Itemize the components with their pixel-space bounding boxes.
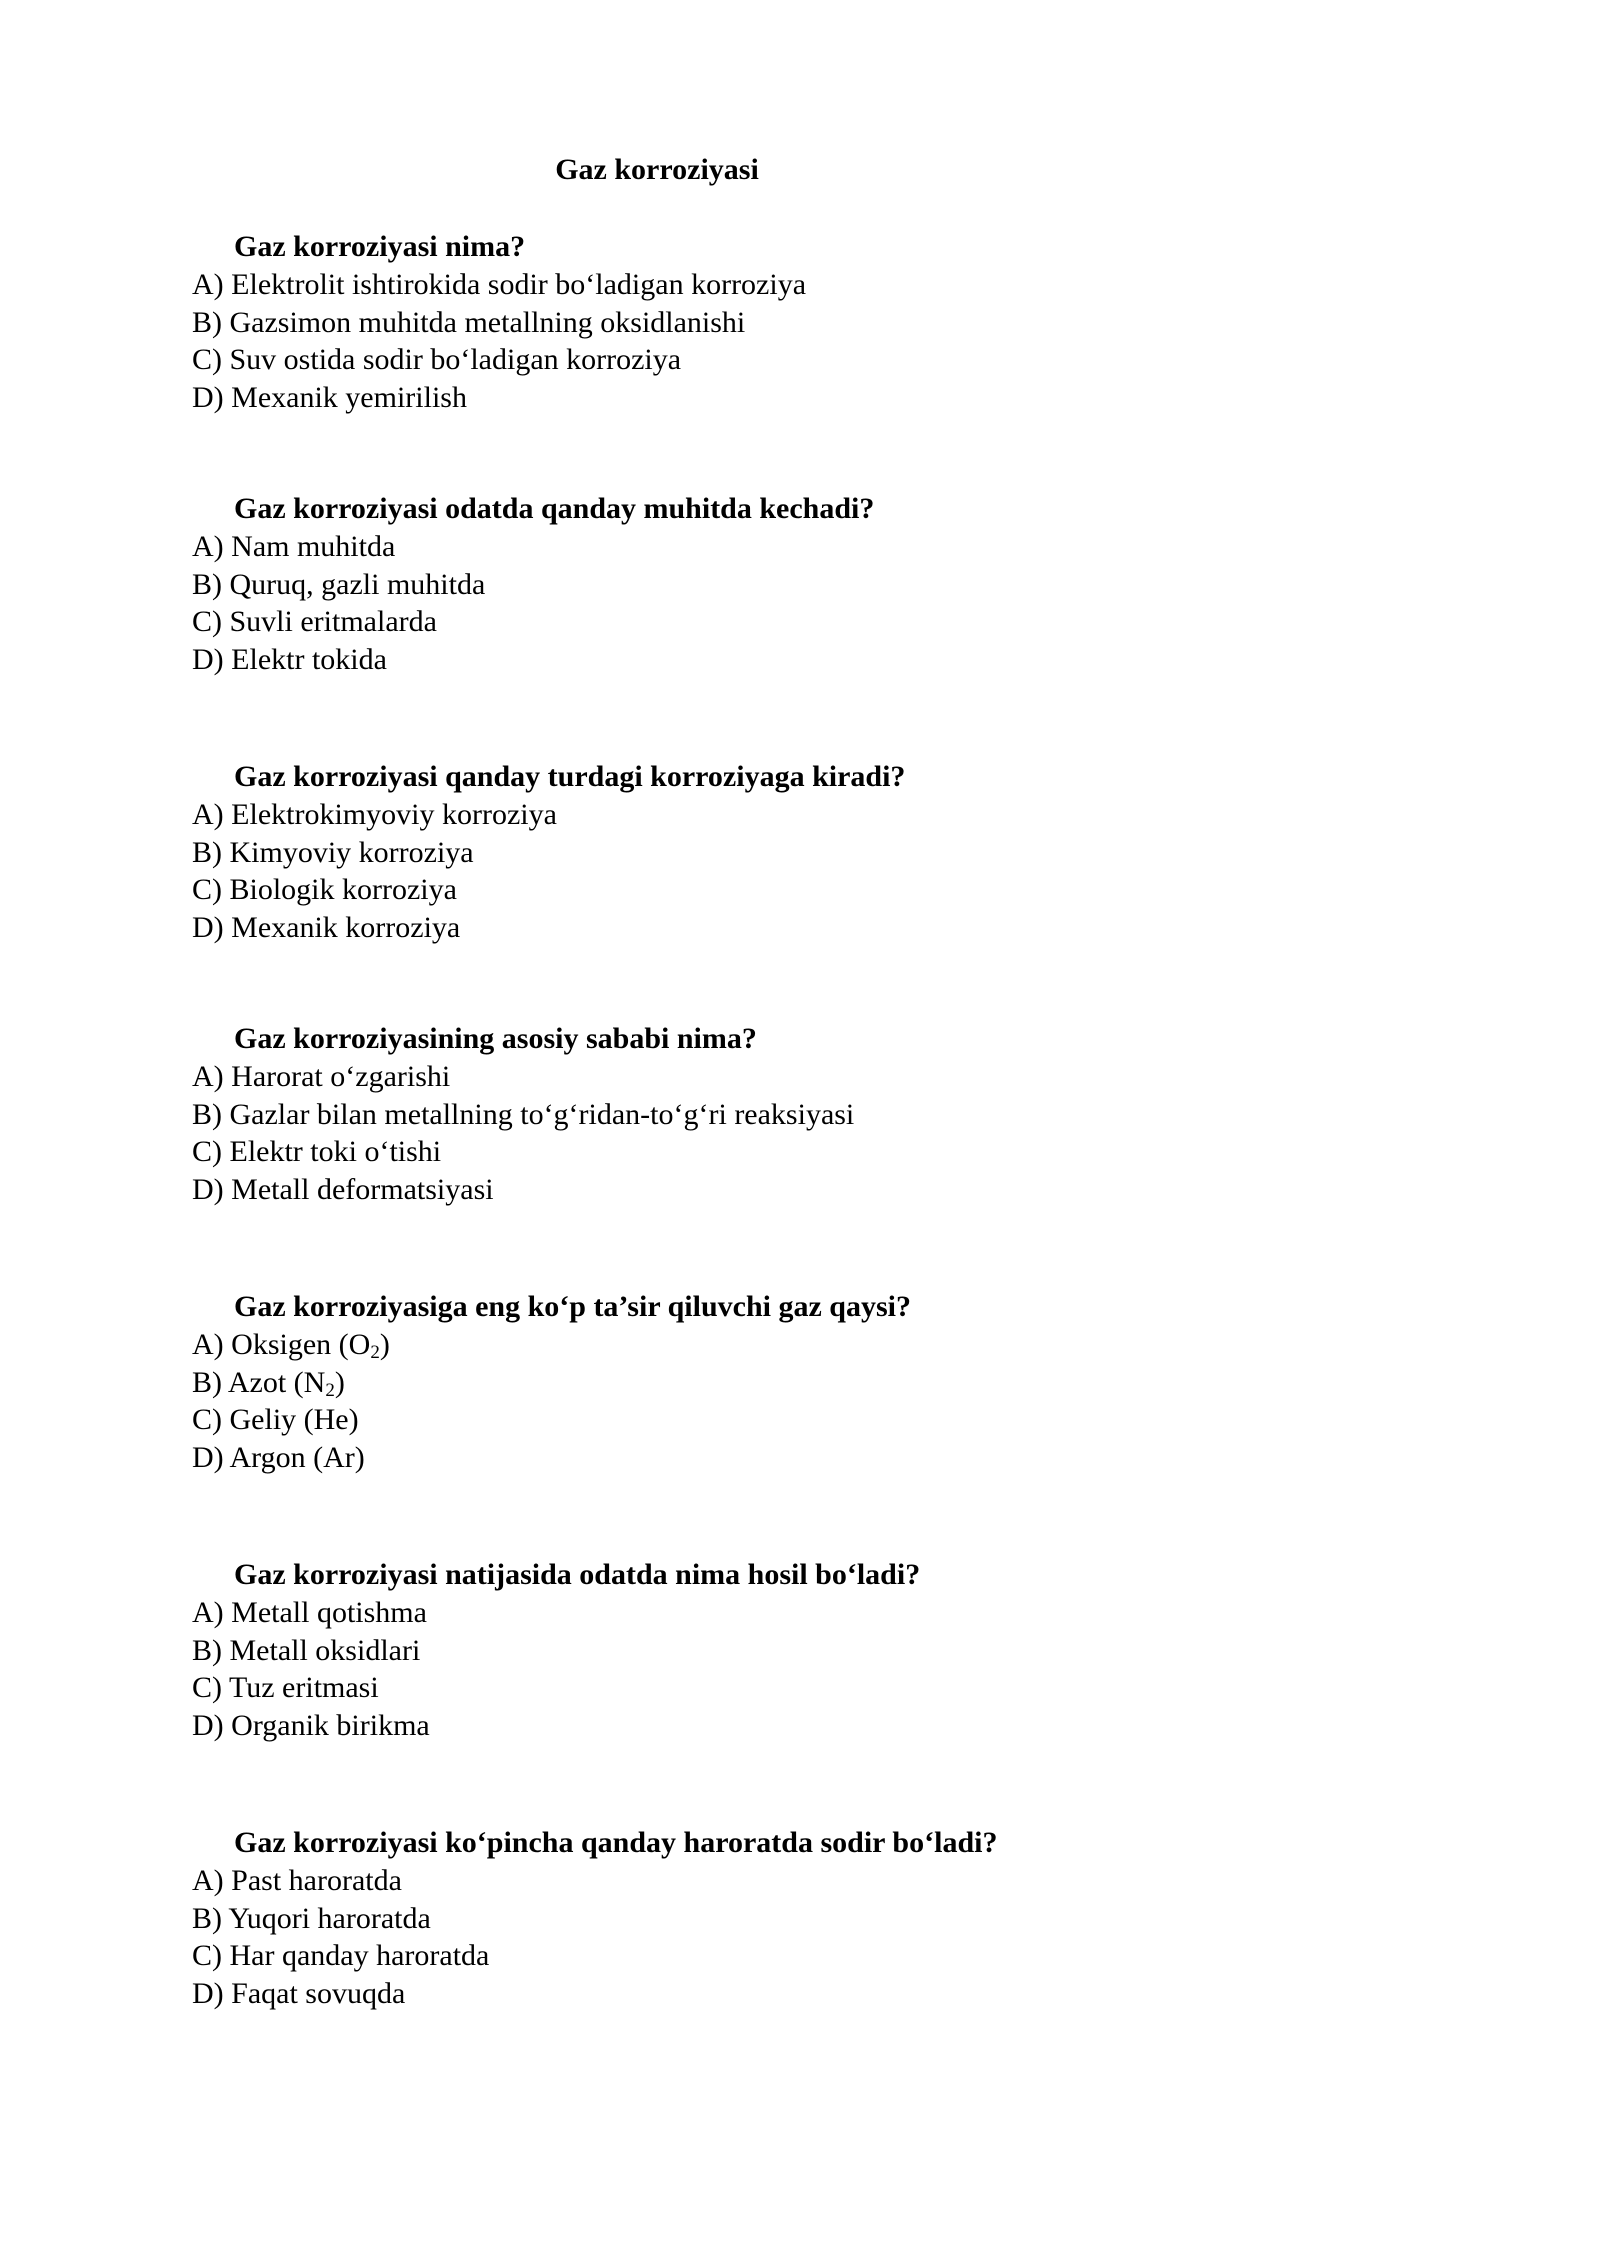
option-label: B) — [192, 1901, 222, 1935]
answer-option-b — [192, 1900, 1442, 1938]
option-label: A) — [192, 1596, 224, 1629]
question-text: Gaz korroziyasi qanday turdagi korroziyaga kiradi? — [234, 760, 906, 793]
question-text: Gaz korroziyasi nima? — [234, 230, 526, 263]
answer-option-b — [192, 566, 1442, 604]
option-text: Yuqori haroratda — [228, 1901, 431, 1935]
answer-option-c — [192, 341, 1442, 379]
subscript: 2 — [370, 1342, 380, 1363]
option-label: D) — [192, 1976, 224, 2010]
option-text: Azot (N — [227, 1365, 326, 1399]
document-title: Gaz korroziyasi — [555, 153, 759, 186]
option-label: D) — [192, 1708, 224, 1742]
option-text: Metall oksidlari — [229, 1633, 421, 1667]
answer-option-d — [192, 1707, 1442, 1745]
answer-option-a — [192, 1594, 1442, 1632]
answer-options — [192, 1862, 1442, 2012]
option-label: D) — [192, 380, 224, 414]
option-text: Metall qotishma — [231, 1596, 427, 1629]
option-label: B) — [192, 1097, 222, 1131]
answer-option-a — [192, 1326, 1442, 1364]
option-text: Argon (Ar) — [229, 1440, 365, 1474]
option-text-tail: ) — [379, 1328, 390, 1361]
option-label: C) — [192, 343, 222, 376]
option-text: Gazsimon muhitda metallning oksidlanishi — [229, 305, 746, 339]
answer-option-a — [192, 796, 1442, 834]
answer-option-b — [192, 1632, 1442, 1670]
answer-option-c — [192, 603, 1442, 641]
option-label: C) — [192, 605, 222, 638]
answer-option-a — [192, 1058, 1442, 1096]
answer-options — [192, 1058, 1442, 1208]
option-text: Gazlar bilan metallning to‘g‘ridan-to‘g‘ri reaksiyasi — [229, 1097, 855, 1131]
answer-option-a — [192, 1862, 1442, 1900]
option-text: Har qanday haroratda — [229, 1939, 490, 1972]
question-block — [192, 1824, 1442, 2012]
question-text: Gaz korroziyasi ko‘pincha qanday haroratda sodir bo‘ladi? — [234, 1826, 998, 1859]
option-label: C) — [192, 1403, 222, 1436]
option-label: A) — [192, 268, 224, 301]
answer-option-c — [192, 871, 1442, 909]
option-text: Elektr toki o‘tishi — [229, 1135, 442, 1168]
option-text: Past haroratda — [231, 1864, 402, 1897]
option-label: C) — [192, 1671, 222, 1704]
answer-options — [192, 528, 1442, 678]
option-label: A) — [192, 1060, 224, 1093]
answer-option-a — [192, 528, 1442, 566]
answer-option-d — [192, 379, 1442, 417]
option-text: Elektr tokida — [231, 642, 387, 676]
option-label: D) — [192, 1172, 224, 1206]
answer-options — [192, 1594, 1442, 1744]
option-label: B) — [192, 1365, 222, 1399]
option-label: C) — [192, 1939, 222, 1972]
option-text: Metall deformatsiyasi — [231, 1172, 494, 1206]
option-text: Harorat o‘zgarishi — [231, 1060, 451, 1093]
answer-option-b — [192, 834, 1442, 872]
option-label: B) — [192, 305, 222, 339]
option-text: Organik birikma — [231, 1708, 430, 1742]
option-label: A) — [192, 798, 224, 831]
question-block — [192, 758, 1442, 946]
option-text: Mexanik korroziya — [231, 910, 461, 944]
question-block — [192, 228, 1442, 416]
option-text: Geliy (He) — [229, 1403, 359, 1436]
option-label: D) — [192, 910, 224, 944]
option-text: Elektrokimyoviy korroziya — [231, 798, 557, 831]
question-block — [192, 1288, 1442, 1476]
question-block — [192, 1020, 1442, 1208]
option-label: D) — [192, 642, 224, 676]
option-label: A) — [192, 1864, 224, 1897]
answer-option-c — [192, 1937, 1442, 1975]
option-text: Mexanik yemirilish — [231, 380, 467, 414]
option-text: Nam muhitda — [231, 530, 396, 563]
answer-options — [192, 796, 1442, 946]
answer-option-c — [192, 1133, 1442, 1171]
option-text: Suvli eritmalarda — [229, 605, 437, 638]
answer-option-b — [192, 304, 1442, 342]
answer-option-c — [192, 1669, 1442, 1707]
answer-option-c — [192, 1401, 1442, 1439]
question-block — [192, 1556, 1442, 1744]
question-block — [192, 490, 1442, 678]
option-label: A) — [192, 530, 224, 563]
answer-option-b — [192, 1096, 1442, 1134]
option-label: D) — [192, 1440, 224, 1474]
option-label: B) — [192, 567, 222, 601]
subscript: 2 — [325, 1379, 335, 1401]
question-text: Gaz korroziyasi odatda qanday muhitda kechadi? — [234, 492, 875, 525]
answer-option-d — [192, 1171, 1442, 1209]
option-label: C) — [192, 1135, 222, 1168]
answer-option-d — [192, 641, 1442, 679]
option-text: Biologik korroziya — [229, 873, 457, 906]
answer-options — [192, 266, 1442, 416]
question-text: Gaz korroziyasiga eng ko‘p ta’sir qiluvchi gaz qaysi? — [234, 1290, 911, 1323]
option-text: Suv ostida sodir bo‘ladigan korroziya — [229, 343, 682, 376]
option-label: B) — [192, 1633, 222, 1667]
answer-options — [192, 1326, 1442, 1476]
answer-option-d — [192, 909, 1442, 947]
option-text: Oksigen (O — [231, 1328, 371, 1361]
option-text: Tuz eritmasi — [228, 1671, 379, 1704]
answer-option-b — [192, 1364, 1442, 1402]
option-label: C) — [192, 873, 222, 906]
answer-option-a — [192, 266, 1442, 304]
option-text: Kimyoviy korroziya — [229, 835, 474, 869]
option-text-tail: ) — [334, 1365, 345, 1399]
option-text: Elektrolit ishtirokida sodir bo‘ladigan korroziya — [231, 268, 807, 301]
option-label: A) — [192, 1328, 224, 1361]
option-text: Faqat sovuqda — [231, 1976, 406, 2010]
question-text: Gaz korroziyasi natijasida odatda nima hosil bo‘ladi? — [234, 1558, 921, 1591]
answer-option-d — [192, 1439, 1442, 1477]
option-text: Quruq, gazli muhitda — [229, 567, 486, 601]
answer-option-d — [192, 1975, 1442, 2013]
option-label: B) — [192, 835, 222, 869]
question-text: Gaz korroziyasining asosiy sababi nima? — [234, 1022, 757, 1055]
